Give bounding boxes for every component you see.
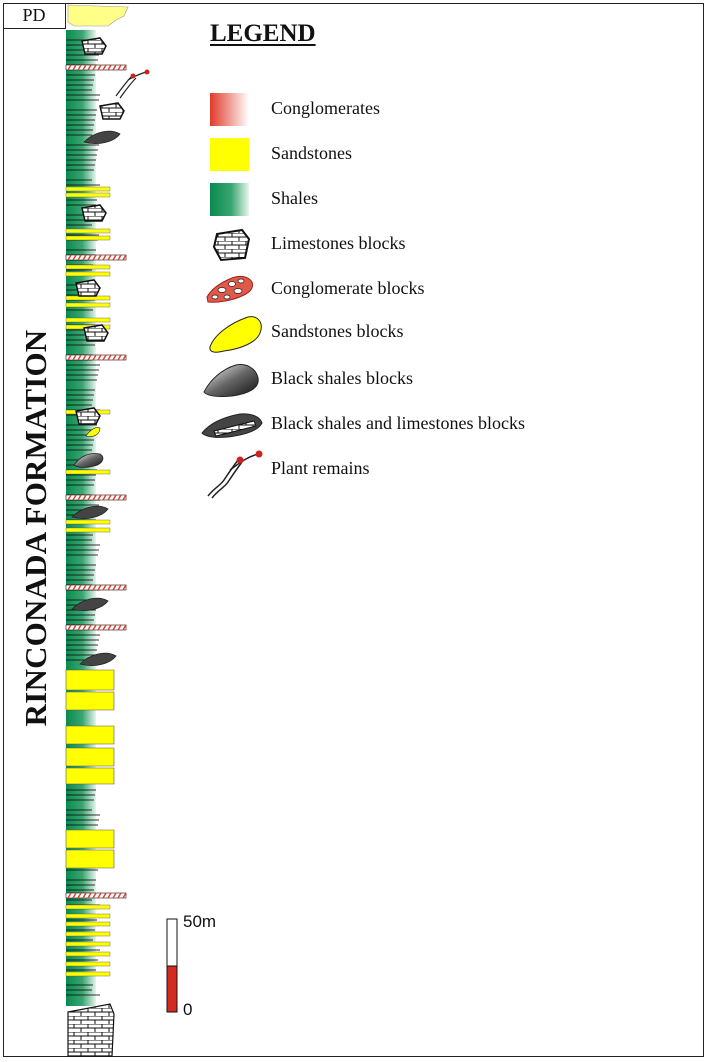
plant-remains-seed — [131, 74, 136, 79]
formation-name: RINCONADA FORMATION — [18, 329, 53, 727]
plant-remains-seed — [145, 70, 150, 75]
sandstone-bed — [66, 236, 110, 240]
legend-label: Conglomerates — [271, 98, 380, 118]
conglomerates-swatch-icon — [200, 90, 260, 130]
sandstone-bed — [66, 914, 110, 918]
legend-item-plant-remains — [200, 450, 620, 490]
sandstone-bed — [66, 952, 110, 956]
legend-item-shales — [200, 180, 620, 220]
scale-max-label: 50m — [183, 912, 217, 931]
unit-box-pd: PD — [3, 3, 66, 29]
legend-item-conglomerate-blocks — [200, 270, 620, 310]
base-limestone-block — [68, 1004, 114, 1056]
sandstone-bed — [66, 922, 110, 926]
limestone-block-icon — [200, 225, 260, 265]
top-sandstone-unit — [68, 5, 128, 26]
legend-label: Shales — [271, 188, 318, 208]
legend-item-sandstones-blocks — [200, 313, 620, 353]
scale-min-label: 0 — [183, 1000, 193, 1019]
legend-label: Sandstones — [271, 143, 352, 163]
black-shale-block-icon — [200, 360, 262, 400]
legend-item-conglomerates — [200, 90, 620, 130]
sandstone-bed — [66, 187, 110, 191]
legend-item-sandstones — [200, 135, 620, 175]
sandstone-bed — [66, 470, 110, 474]
sandstone-bed — [66, 932, 110, 936]
sandstone-bed-thick — [66, 670, 114, 690]
legend-item-limestones-blocks — [200, 225, 620, 265]
sandstone-bed-thick — [66, 850, 114, 868]
sandstone-block-icon — [200, 313, 266, 357]
limestone-block — [76, 408, 100, 424]
limestone-block — [82, 38, 106, 54]
legend-label: Black shales and limestones blocks — [271, 413, 525, 433]
sandstones-swatch-icon — [200, 135, 260, 175]
plant-remains-icon — [200, 450, 270, 500]
sandstone-bed — [66, 962, 110, 966]
sandstone-bed-thick — [66, 830, 114, 848]
sandstone-bed-thick — [66, 748, 114, 766]
limestone-block — [76, 280, 100, 296]
legend-label: Limestones blocks — [271, 233, 406, 253]
limestone-block — [82, 205, 106, 221]
legend-title: LEGEND — [210, 20, 316, 47]
legend-label: Sandstones blocks — [271, 321, 404, 341]
sandstone-bed — [66, 520, 110, 524]
sandstone-bed — [66, 972, 110, 976]
sandstone-bed-thick — [66, 726, 114, 744]
legend-label: Black shales blocks — [271, 368, 413, 388]
scale-bar-graphic — [166, 918, 180, 1014]
sandstone-bed — [66, 265, 110, 269]
sandstone-bed-thick — [66, 768, 114, 784]
sandstone-bed — [66, 905, 110, 909]
sandstone-bed — [66, 303, 110, 307]
legend-label: Conglomerate blocks — [271, 278, 425, 298]
sandstone-bed — [66, 318, 110, 322]
legend-item-black-shales-blocks — [200, 360, 620, 400]
limestone-block — [84, 325, 108, 341]
sandstone-bed — [66, 229, 110, 233]
sandstone-bed — [66, 942, 110, 946]
legend-label: Plant remains — [271, 458, 370, 478]
shales-swatch-icon — [200, 180, 260, 220]
legend-item-black-shales-limestones-blocks — [200, 405, 620, 445]
sandstone-bed — [66, 193, 110, 197]
sandstone-bed — [66, 528, 110, 532]
sandstone-bed — [66, 272, 110, 276]
conglomerate-block-icon — [200, 270, 260, 310]
sandstone-bed-thick — [66, 692, 114, 710]
limestone-block — [100, 103, 124, 119]
black-shale-limestone-block-icon — [200, 405, 266, 445]
